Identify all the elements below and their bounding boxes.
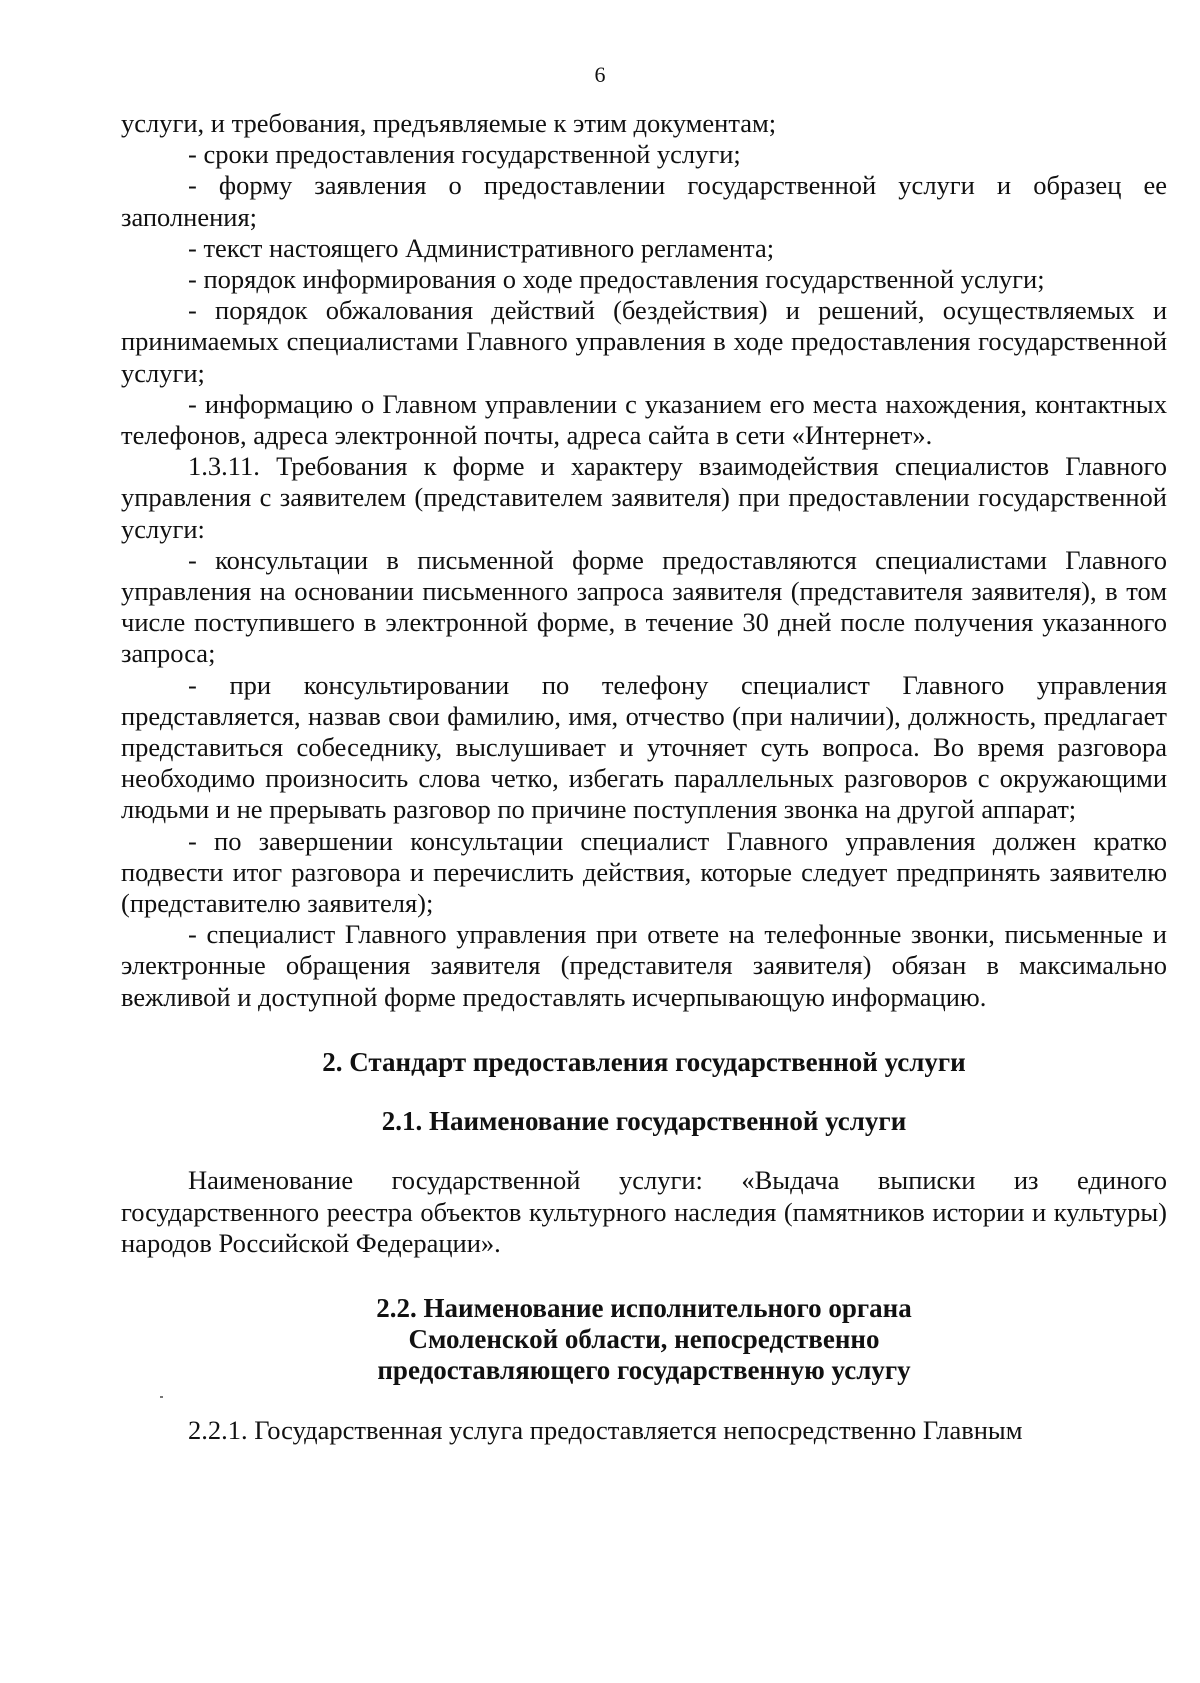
list-item: - форму заявления о предоставлении государственной услуги и образец ее заполнения; <box>121 170 1167 232</box>
list-item: - при консультировании по телефону специалист Главного управления представляется, назвав свои фамилию, имя, отчество (при наличии), должность, предлагает представиться собеседнику, выслушивает и уточняет суть вопроса. Во время разговора необходимо произносить слова четко, избегать параллельных разговоров с окружающими людьми и не прерывать разговор по причине поступления звонка на другой аппарат; <box>121 669 1167 825</box>
clause-2-2-1: 2.2.1. Государственная услуга предоставляется непосредственно Главным <box>188 1414 1023 1445</box>
list-item: - текст настоящего Административного регламента; <box>188 232 775 263</box>
scan-speck <box>160 1396 163 1398</box>
section-2-heading: 2. Стандарт предоставления государственной услуги <box>322 1046 966 1077</box>
list-item: - специалист Главного управления при ответе на телефонные звонки, письменные и электронные обращения заявителя (представителя заявителя) обязан в максимально вежливой и доступной форме предоставлять исчерпывающую информацию. <box>121 919 1167 1012</box>
section-2-2-heading-line: Смоленской области, непосредственно <box>408 1324 880 1355</box>
document-body <box>121 108 1167 1446</box>
list-item: - информацию о Главном управлении с указанием его места нахождения, контактных телефонов, адреса электронной почты, адреса сайта в сети «Интернет». <box>121 388 1167 451</box>
section-2-2-heading-line: 2.2. Наименование исполнительного органа <box>376 1292 912 1323</box>
list-item: - консультации в письменной форме предоставляются специалистами Главного управления на основании письменного запроса заявителя (представителя заявителя), в том числе поступившего в электронной форме, в течение 30 дней после получения указанного запроса; <box>121 544 1167 669</box>
list-item: - порядок обжалования действий (бездействия) и решений, осуществляемых и принимаемых специалистами Главного управления в ходе предоставления государственной услуги; <box>121 295 1167 388</box>
clause-1-3-11: 1.3.11. Требования к форме и характеру взаимодействия специалистов Главного управления с заявителем (представителем заявителя) при предоставлении государственной услуги: <box>121 451 1167 544</box>
section-2-2-heading-line: предоставляющего государственную услугу <box>377 1355 911 1386</box>
paragraph-continuation: услуги, и требования, предъявляемые к этим документам; <box>121 108 777 138</box>
list-item: - порядок информирования о ходе предоставления государственной услуги; <box>188 264 1045 295</box>
section-2-1-text: Наименование государственной услуги: «Выдача выписки из единого государственного реестра объектов культурного наследия (памятников истории и культуры) народов Российской Федерации». <box>121 1165 1167 1258</box>
section-2-1-heading: 2.1. Наименование государственной услуги <box>381 1106 907 1137</box>
list-item: - сроки предоставления государственной услуги; <box>188 139 741 170</box>
list-item: - по завершении консультации специалист Главного управления должен кратко подвести итог разговора и перечислить действия, которые следует предпринять заявителю (представителю заявителя); <box>121 825 1167 919</box>
page-number: 6 <box>594 62 606 87</box>
section-2-2-heading <box>121 1293 1167 1387</box>
